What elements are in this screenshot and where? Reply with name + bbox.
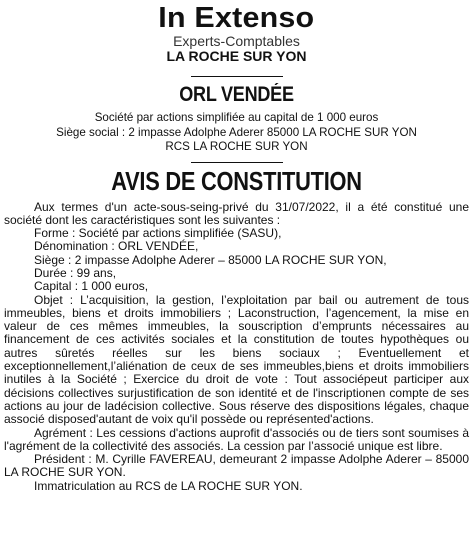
notice-president: Président : M. Cyrille FAVEREAU, demeurant 2 impasse Adolphe Aderer – 85000 LA ROCHE SUR YON. bbox=[4, 452, 469, 480]
notice-immatriculation: Immatriculation au RCS de LA ROCHE SUR YON. bbox=[34, 478, 303, 493]
company-rcs-line: RCS LA ROCHE SUR YON bbox=[165, 140, 308, 153]
notice-objet: Objet : L’acquisition, la gestion, l’exploitation par bail ou autrement de tous immeubles, biens et droits immobiliers ; Laconstruction, l’agencement, la mise en valeur de ces mêmes immeubles, la souscription d’emprunts nécessaires au financement de ces activités sociales et la constitution de toutes hypothèques ou autres sûretés réelles sur les biens sociaux ; Eventuellement et exceptionnellement,l’aliénation de ceux de ses immeubles,biens et droits immobiliers inutiles à la Société ; Exercice du droit de vote : Tout associépeut participer aux décisions collectives surjustification de son identité et de l'inscriptionen compte de ses actions au jour de ladécision collective. Sous réserve des dispositions légales, chaque associé disposed'autant de voix qu'il possède ou représented'actions. bbox=[4, 292, 469, 427]
notice-capital: Capital : 1 000 euros, bbox=[34, 279, 149, 294]
notice-intro: Aux termes d'un acte-sous-seing-privé du 31/07/2022, il a été constitué une société dont les caractéristiques sont les suivantes : bbox=[4, 199, 469, 227]
company-info bbox=[4, 111, 469, 155]
divider bbox=[191, 76, 283, 77]
notice-denomination: Dénomination : ORL VENDÉE, bbox=[34, 239, 199, 254]
logo-subtitle: Experts-Comptables bbox=[173, 33, 300, 49]
in-extenso-logo bbox=[4, 0, 469, 64]
divider bbox=[191, 162, 283, 163]
notice-duree: Durée : 99 ans, bbox=[34, 265, 117, 280]
company-capital-line: Société par actions simplifiée au capital de 1 000 euros bbox=[94, 111, 379, 124]
notice-agrement: Agrément : Les cessions d'actions auprofit d'associés ou de tiers sont soumises à l'agrément de la collectivité des associés. La cession par l’associé unique est libre. bbox=[4, 425, 469, 453]
logo-city: LA ROCHE SUR YON bbox=[166, 48, 307, 64]
company-name: ORL VENDÉE bbox=[179, 83, 294, 106]
notice-forme: Forme : Société par actions simplifiée (SASU), bbox=[34, 226, 282, 241]
notice-title: AVIS DE CONSTITUTION bbox=[111, 165, 362, 196]
logo-title: In Extenso bbox=[158, 2, 315, 34]
notice-siege: Siège : 2 impasse Adolphe Aderer – 85000 LA ROCHE SUR YON, bbox=[34, 252, 387, 267]
notice-body bbox=[4, 201, 469, 494]
company-address-line: Siège social : 2 impasse Adolphe Aderer 85000 LA ROCHE SUR YON bbox=[56, 125, 417, 139]
